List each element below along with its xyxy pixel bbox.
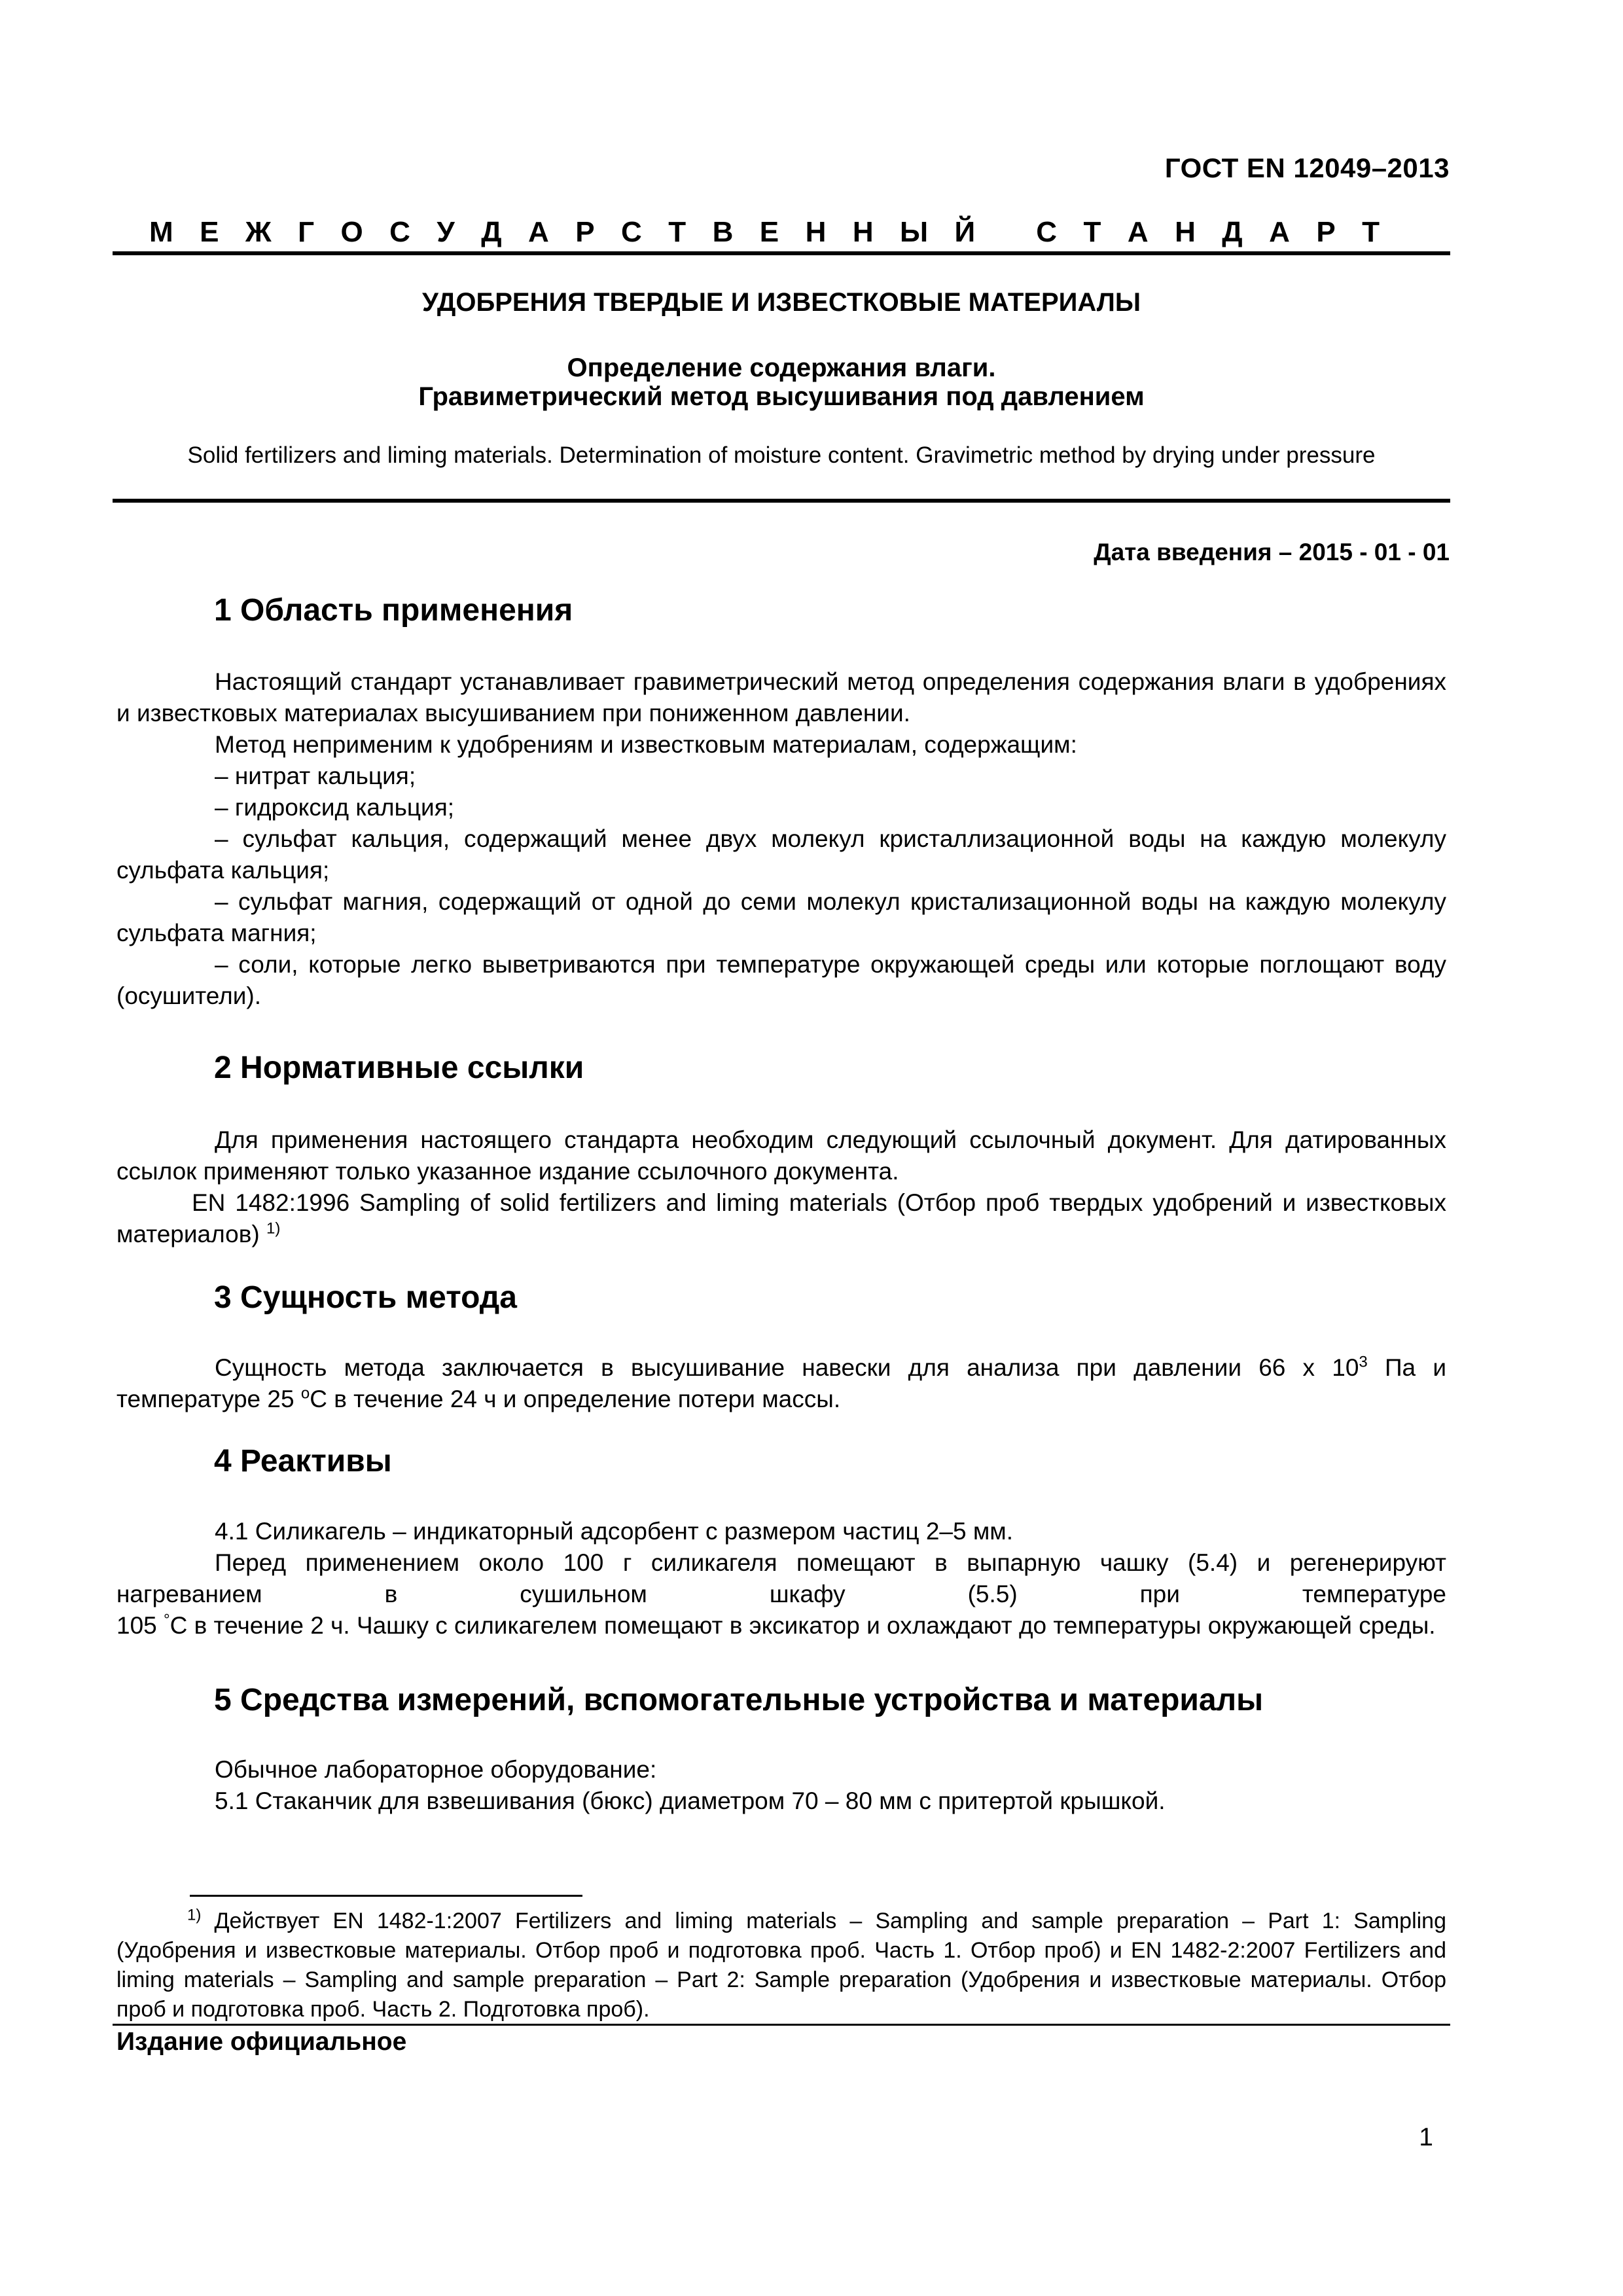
section-2-paragraph-2 (116, 1187, 1446, 1250)
footnote-text (116, 1907, 1446, 2024)
text-run: Сущность метода заключается в высушивание навески для анализа при давлении 66 х 10 (215, 1354, 1359, 1381)
section-2-paragraph-1: Для применения настоящего стандарта необходим следующий ссылочный документ. Для датированных ссылок применяют только указанное издание ссылочного документа. (116, 1126, 1446, 1185)
footer-divider (113, 2024, 1450, 2026)
text-run: С в течение 2 ч. Чашку с силикагелем помещают в эксикатор и охлаждают до температуры окружающей среды. (169, 1612, 1436, 1639)
header-divider (113, 251, 1450, 255)
section-5-paragraph-1: Обычное лабораторное оборудование: (215, 1756, 657, 1783)
interstate-standard-label (149, 216, 1393, 249)
text-run: 105 (116, 1612, 164, 1639)
document-subtitle-line-2: Гравиметрический метод высушивания под давлением (418, 382, 1145, 411)
title-divider (113, 499, 1450, 503)
section-1-paragraph-1: Настоящий стандарт устанавливает гравиметрический метод определения содержания влаги в удобрениях и известковых материалах высушиванием при пониженном давлении. (116, 668, 1446, 726)
section-4-paragraph-2a: Перед применением около 100 г силикагеля помещают в выпарную чашку (5.4) и регенерируют нагреванием в сушильном шкафу (5.5) при температуре (116, 1549, 1446, 1607)
section-3-body (116, 1352, 1446, 1415)
section-5-paragraph-2: 5.1 Стаканчик для взвешивания (бюкс) диаметром 70 – 80 мм с притертой крышкой. (215, 1787, 1166, 1814)
list-item: – соли, которые легко выветриваются при температуре окружающей среды или которые поглощают воду (осушители). (116, 951, 1446, 1009)
section-1-paragraph-2: Метод неприменим к удобрениям и известковым материалам, содержащим: (215, 731, 1077, 758)
footnote-body: Действует EN 1482-1:2007 Fertilizers and liming materials – Sampling and sample preparation – Part 1: Sampling (Удобрения и известковые материалы. Отбор проб и подготовка проб. Часть 1. Отбор проб) и EN 1482-2:2007 Fertilizers and liming materials – Sampling and sample preparation – Part 2: Sample preparation (Удобрения и известковые материалы. Отбор проб и подготовка проб. Часть 2. Подготовка проб). (116, 1909, 1446, 2022)
section-3-heading: 3 Сущность метода (214, 1280, 517, 1315)
footnote (116, 1907, 1446, 2024)
list-item: – сульфат магния, содержащий от одной до семи молекул кристализационной воды на каждую молекулу сульфата магния; (116, 888, 1446, 946)
section-1-body (116, 666, 1446, 1012)
section-5-body (116, 1754, 1446, 1817)
section-5-heading: 5 Средства измерений, вспомогательные устройства и материалы (214, 1683, 1264, 1717)
section-3-paragraph-1 (116, 1352, 1446, 1415)
footnote-divider (190, 1895, 582, 1897)
text-run: С в течение 24 ч и определение потери массы. (310, 1386, 841, 1412)
page-number: 1 (1419, 2123, 1433, 2151)
list-item: – сульфат кальция, содержащий менее двух молекул кристаллизационной воды на каждую молекулу сульфата кальция; (116, 825, 1446, 884)
section-4-paragraph-2b (116, 1610, 1446, 1641)
document-subtitle-line-1: Определение содержания влаги. (567, 353, 996, 382)
footnote-reference: 1) (266, 1219, 281, 1238)
english-title: Solid fertilizers and liming materials. Determination of moisture content. Gravimetric method by drying under pressure (187, 442, 1376, 468)
section-4-paragraph-1: 4.1 Силикагель – индикаторный адсорбент с размером частиц 2–5 мм. (215, 1518, 1013, 1545)
text-run: Па и температуре 25 (116, 1354, 1446, 1412)
list-item: – гидроксид кальция; (215, 794, 455, 821)
superscript: о (300, 1384, 310, 1403)
introduction-date: Дата введения – 2015 - 01 - 01 (1094, 539, 1450, 565)
normative-reference-text: EN 1482:1996 Sampling of solid fertilizers and liming materials (Отбор проб твердых удобрений и известковых материалов) (116, 1189, 1446, 1247)
section-2-heading: 2 Нормативные ссылки (214, 1050, 584, 1085)
section-2-body (116, 1124, 1446, 1250)
superscript: 3 (1359, 1353, 1368, 1371)
footnote-marker: 1) (187, 1906, 202, 1924)
superscript: ° (164, 1611, 170, 1629)
section-4-body (116, 1516, 1446, 1641)
section-1-heading: 1 Область применения (214, 593, 573, 628)
official-edition-label: Издание официальное (116, 2028, 407, 2056)
document-title: УДОБРЕНИЯ ТВЕРДЫЕ И ИЗВЕСТКОВЫЕ МАТЕРИАЛЫ (422, 288, 1141, 317)
section-4-heading: 4 Реактивы (214, 1444, 392, 1479)
list-item: – нитрат кальция; (215, 762, 416, 789)
gost-number: ГОСТ EN 12049–2013 (1164, 152, 1450, 183)
interstate-standard-text: М Е Ж Г О С У Д А Р С Т В Е Н Н Ы Й С Т А Н Д А Р Т (149, 216, 1389, 248)
